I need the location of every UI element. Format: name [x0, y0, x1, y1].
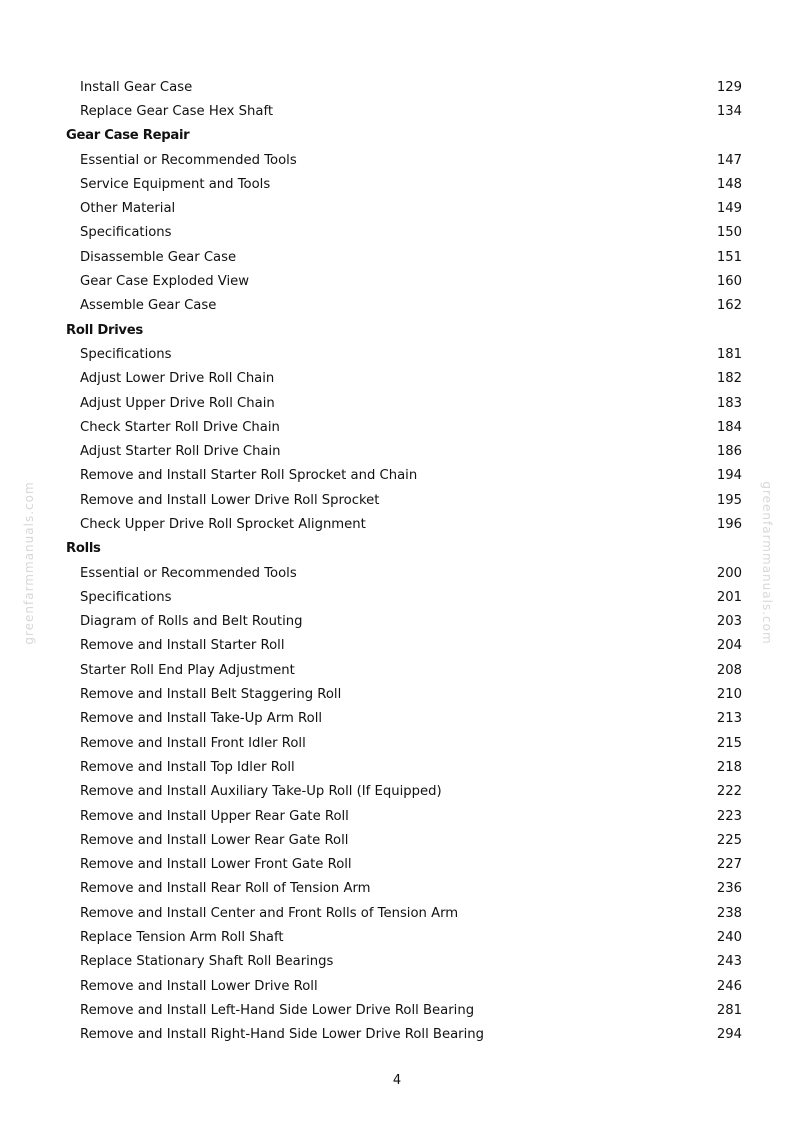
entry-page-number: 225	[716, 832, 742, 848]
entry-page-number: 183	[716, 395, 742, 411]
entry-title: Assemble Gear Case	[80, 298, 217, 314]
toc-entry[interactable]	[66, 877, 742, 901]
entry-title: Replace Gear Case Hex Shaft	[80, 103, 274, 119]
entry-title: Replace Stationary Shaft Roll Bearings	[80, 954, 334, 970]
entry-page-number: 182	[716, 371, 742, 387]
entry-title: Other Material	[80, 201, 176, 217]
entry-title: Remove and Install Lower Drive Roll Sprocket	[80, 492, 380, 508]
entry-page-number: 208	[716, 662, 742, 678]
entry-title: Check Starter Roll Drive Chain	[80, 419, 280, 435]
entry-page-number: 200	[716, 565, 742, 581]
toc-entry[interactable]	[66, 925, 742, 949]
toc-entry[interactable]	[66, 561, 742, 585]
toc-entry[interactable]	[66, 634, 742, 658]
toc-entry[interactable]	[66, 488, 742, 512]
section-title: Rolls	[66, 541, 101, 557]
entry-page-number: 294	[716, 1027, 742, 1043]
entry-title: Specifications	[80, 346, 172, 362]
entry-page-number: 215	[716, 735, 742, 751]
entry-title: Remove and Install Left-Hand Side Lower Drive Roll Bearing	[80, 1002, 475, 1018]
entry-page-number: 151	[716, 249, 742, 265]
entry-title: Remove and Install Upper Rear Gate Roll	[80, 808, 349, 824]
page-number: 4	[392, 1073, 402, 1088]
entry-title: Remove and Install Starter Roll Sprocket and Chain	[80, 468, 418, 484]
entry-title: Remove and Install Starter Roll	[80, 638, 285, 654]
entry-title: Diagram of Rolls and Belt Routing	[80, 614, 303, 630]
entry-title: Remove and Install Right-Hand Side Lower Drive Roll Bearing	[80, 1027, 484, 1043]
toc-entry[interactable]	[66, 342, 742, 366]
entry-title: Essential or Recommended Tools	[80, 565, 297, 581]
toc-entry[interactable]	[66, 950, 742, 974]
entry-title: Disassemble Gear Case	[80, 249, 237, 265]
toc-entry[interactable]	[66, 1023, 742, 1047]
entry-title: Replace Tension Arm Roll Shaft	[80, 930, 284, 946]
entry-title: Adjust Lower Drive Roll Chain	[80, 371, 275, 387]
entry-title: Essential or Recommended Tools	[80, 152, 297, 168]
toc-section-heading	[66, 124, 742, 148]
entry-page-number: 246	[716, 978, 742, 994]
watermark-left: greenfarmmanuals.com	[22, 481, 36, 645]
toc-entry[interactable]	[66, 707, 742, 731]
toc-entry[interactable]	[66, 75, 742, 99]
toc-entry[interactable]	[66, 148, 742, 172]
entry-title: Remove and Install Front Idler Roll	[80, 735, 306, 751]
entry-title: Specifications	[80, 589, 172, 605]
entry-title: Remove and Install Belt Staggering Roll	[80, 687, 342, 703]
toc-section-heading	[66, 318, 742, 342]
entry-title: Install Gear Case	[80, 79, 193, 95]
entry-page-number: 181	[716, 346, 742, 362]
entry-title: Remove and Install Center and Front Rolls of Tension Arm	[80, 905, 459, 921]
toc-entry[interactable]	[66, 731, 742, 755]
entry-page-number: 149	[716, 201, 742, 217]
entry-title: Adjust Starter Roll Drive Chain	[80, 444, 281, 460]
toc-entry[interactable]	[66, 464, 742, 488]
toc-entry[interactable]	[66, 245, 742, 269]
entry-page-number: 204	[716, 638, 742, 654]
entry-page-number: 222	[716, 784, 742, 800]
table-of-contents	[66, 75, 742, 1047]
toc-entry[interactable]	[66, 682, 742, 706]
toc-entry[interactable]	[66, 804, 742, 828]
entry-page-number: 210	[716, 687, 742, 703]
entry-title: Remove and Install Lower Rear Gate Roll	[80, 832, 349, 848]
entry-title: Remove and Install Rear Roll of Tension Arm	[80, 881, 371, 897]
entry-title: Remove and Install Top Idler Roll	[80, 759, 295, 775]
entry-page-number: 203	[716, 614, 742, 630]
toc-entry[interactable]	[66, 828, 742, 852]
entry-title: Adjust Upper Drive Roll Chain	[80, 395, 275, 411]
entry-title: Remove and Install Take-Up Arm Roll	[80, 711, 323, 727]
entry-title: Gear Case Exploded View	[80, 274, 250, 290]
entry-page-number: 147	[716, 152, 742, 168]
entry-page-number: 194	[716, 468, 742, 484]
entry-title: Remove and Install Auxiliary Take-Up Roll (If Equipped)	[80, 784, 442, 800]
toc-entry[interactable]	[66, 415, 742, 439]
toc-entry[interactable]	[66, 974, 742, 998]
entry-page-number: 129	[716, 79, 742, 95]
entry-title: Check Upper Drive Roll Sprocket Alignment	[80, 516, 366, 532]
toc-entry[interactable]	[66, 196, 742, 220]
entry-page-number: 186	[716, 444, 742, 460]
toc-entry[interactable]	[66, 780, 742, 804]
entry-title: Specifications	[80, 225, 172, 241]
toc-entry[interactable]	[66, 269, 742, 293]
entry-page-number: 218	[716, 759, 742, 775]
entry-title: Remove and Install Lower Front Gate Roll	[80, 857, 352, 873]
entry-page-number: 213	[716, 711, 742, 727]
entry-page-number: 238	[716, 905, 742, 921]
toc-entry[interactable]	[66, 998, 742, 1022]
entry-page-number: 223	[716, 808, 742, 824]
watermark-right: greenfarmmanuals.com	[760, 481, 774, 645]
toc-entry[interactable]	[66, 294, 742, 318]
toc-entry[interactable]	[66, 221, 742, 245]
section-title: Roll Drives	[66, 322, 143, 338]
toc-entry[interactable]	[66, 610, 742, 634]
entry-page-number: 195	[716, 492, 742, 508]
entry-page-number: 227	[716, 857, 742, 873]
toc-entry[interactable]	[66, 99, 742, 123]
entry-page-number: 160	[716, 274, 742, 290]
entry-page-number: 162	[716, 298, 742, 314]
entry-title: Starter Roll End Play Adjustment	[80, 662, 295, 678]
section-title: Gear Case Repair	[66, 128, 190, 144]
entry-title: Service Equipment and Tools	[80, 176, 271, 192]
toc-entry[interactable]	[66, 901, 742, 925]
entry-page-number: 134	[716, 103, 742, 119]
toc-entry[interactable]	[66, 391, 742, 415]
entry-page-number: 184	[716, 419, 742, 435]
entry-page-number: 201	[716, 589, 742, 605]
toc-entry[interactable]	[66, 439, 742, 463]
toc-section-heading	[66, 537, 742, 561]
entry-title: Remove and Install Lower Drive Roll	[80, 978, 318, 994]
entry-page-number: 148	[716, 176, 742, 192]
entry-page-number: 236	[716, 881, 742, 897]
toc-entry[interactable]	[66, 658, 742, 682]
toc-entry[interactable]	[66, 512, 742, 536]
toc-entry[interactable]	[66, 755, 742, 779]
toc-entry[interactable]	[66, 367, 742, 391]
entry-page-number: 196	[716, 516, 742, 532]
entry-page-number: 281	[716, 1002, 742, 1018]
toc-entry[interactable]	[66, 172, 742, 196]
toc-entry[interactable]	[66, 585, 742, 609]
entry-page-number: 243	[716, 954, 742, 970]
toc-entry[interactable]	[66, 853, 742, 877]
entry-page-number: 150	[716, 225, 742, 241]
entry-page-number: 240	[716, 930, 742, 946]
